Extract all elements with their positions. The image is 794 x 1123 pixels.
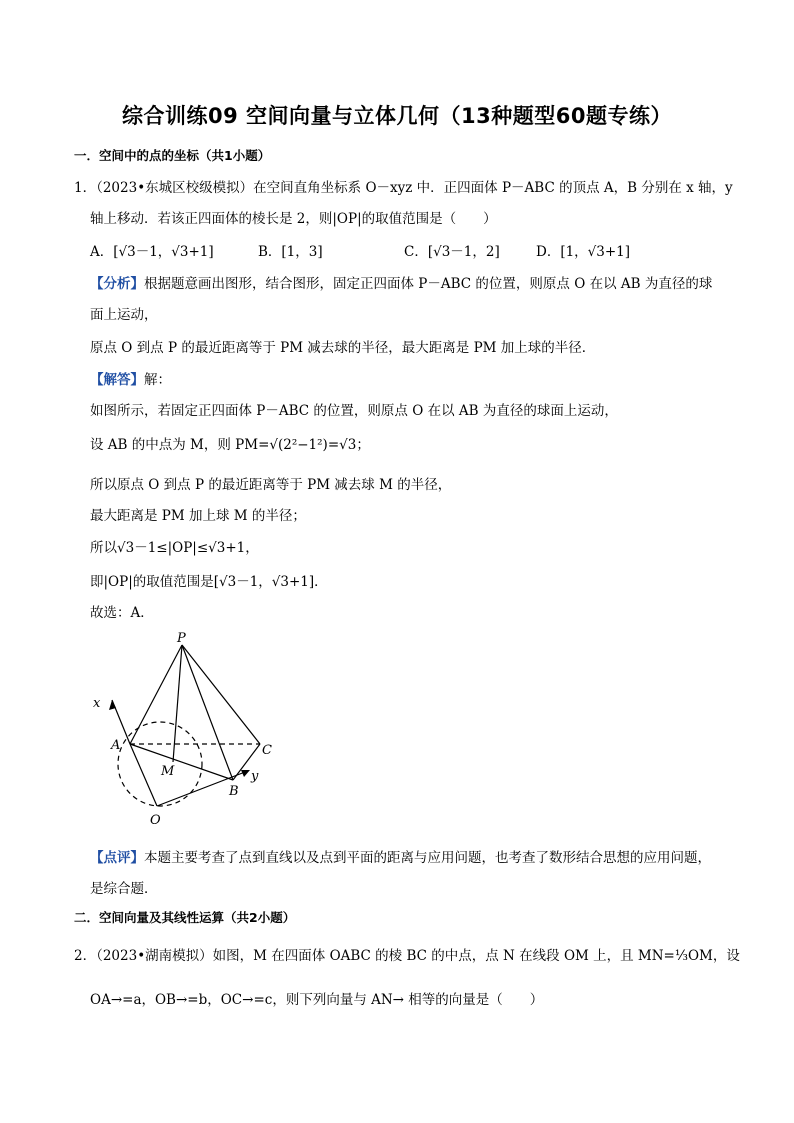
q2-stem-line1: 2．（2023•湖南模拟）如图，M 在四面体 OABC 的棱 BC 的中点，点 N 在线段 OM 上，且 MN=⅓OM，设 <box>74 948 740 964</box>
solution-intro: 解： <box>144 372 171 388</box>
edge-pc <box>182 645 260 744</box>
solution-tag: 【解答】 <box>90 372 144 388</box>
edge-pa <box>130 645 182 744</box>
tetrahedron-figure <box>85 630 295 839</box>
q1-options <box>90 240 630 260</box>
label-o: O <box>150 813 161 828</box>
q1-solution-heading <box>90 368 171 388</box>
q1-analysis-line1 <box>90 272 712 292</box>
analysis-tag: 【分析】 <box>90 276 144 292</box>
q1-stem-line2: 轴上移动．若该正四面体的棱长是 2，则|OP|的取值范围是（ ） <box>90 211 497 227</box>
solution-line: 即|OP|的取值范围是[√3－1，√3+1]． <box>90 574 328 590</box>
section-heading-1: 一．空间中的点的坐标（共1小题） <box>74 148 271 163</box>
solution-line: 最大距离是 PM 加上球 M 的半径； <box>90 508 306 524</box>
q1-stem-line1: 1．（2023•东城区校级模拟）在空间直角坐标系 O－xyz 中．正四面体 P－ABC 的顶点 A，B 分别在 x 轴，y <box>74 180 733 196</box>
label-y: y <box>251 769 259 784</box>
solution-line: 如图所示，若固定正四面体 P－ABC 的位置，则原点 O 在以 AB 为直径的球面上运动， <box>90 403 618 419</box>
q1-option-c: C．[√3－1，2] <box>404 244 500 260</box>
q1-option-a: A．[√3－1，√3+1] <box>90 244 214 260</box>
q2-stem-line2: OA→=a，OB→=b，OC→=c，则下列向量与 AN→ 相等的向量是（ ） <box>90 992 544 1008</box>
label-a: A <box>111 738 121 753</box>
edge-pb <box>182 645 233 780</box>
tetrahedron-diagram <box>85 630 295 835</box>
solution-line: 设 AB 的中点为 M，则 PM=√(2²−1²)=√3； <box>90 437 370 453</box>
label-b: B <box>229 784 239 799</box>
comment-tag: 【点评】 <box>90 850 144 866</box>
analysis-text: 根据题意画出图形，结合图形，固定正四面体 P－ABC 的位置，则原点 O 在以 AB 为直径的球 <box>144 276 713 292</box>
solution-line: 所以√3－1≤|OP|≤√3+1， <box>90 540 259 556</box>
q1-option-b: B．[1，3] <box>258 244 323 260</box>
q1-comment-line2: 是综合题． <box>90 881 158 897</box>
q1-option-d: D．[1，√3+1] <box>536 244 631 260</box>
solution-line: 所以原点 O 到点 P 的最近距离等于 PM 减去球 M 的半径， <box>90 477 452 493</box>
solution-line: 故选：A． <box>90 605 154 621</box>
label-p: P <box>177 631 186 646</box>
label-m: M <box>161 764 175 779</box>
q1-analysis-line3: 原点 O 到点 P 的最近距离等于 PM 减去球的半径，最大距离是 PM 加上球的半径． <box>90 340 596 356</box>
label-x: x <box>93 696 101 711</box>
page-title: 综合训练09 空间向量与立体几何（13种题型60题专练） <box>122 104 672 128</box>
q1-comment-line1 <box>90 846 711 866</box>
label-c: C <box>262 743 272 758</box>
section-heading-2: 二．空间向量及其线性运算（共2小题） <box>74 910 296 925</box>
edge-ab <box>130 744 233 780</box>
comment-text: 本题主要考查了点到直线以及点到平面的距离与应用问题，也考查了数形结合思想的应用问题， <box>144 850 711 866</box>
q1-analysis-line2: 面上运动， <box>90 307 158 323</box>
